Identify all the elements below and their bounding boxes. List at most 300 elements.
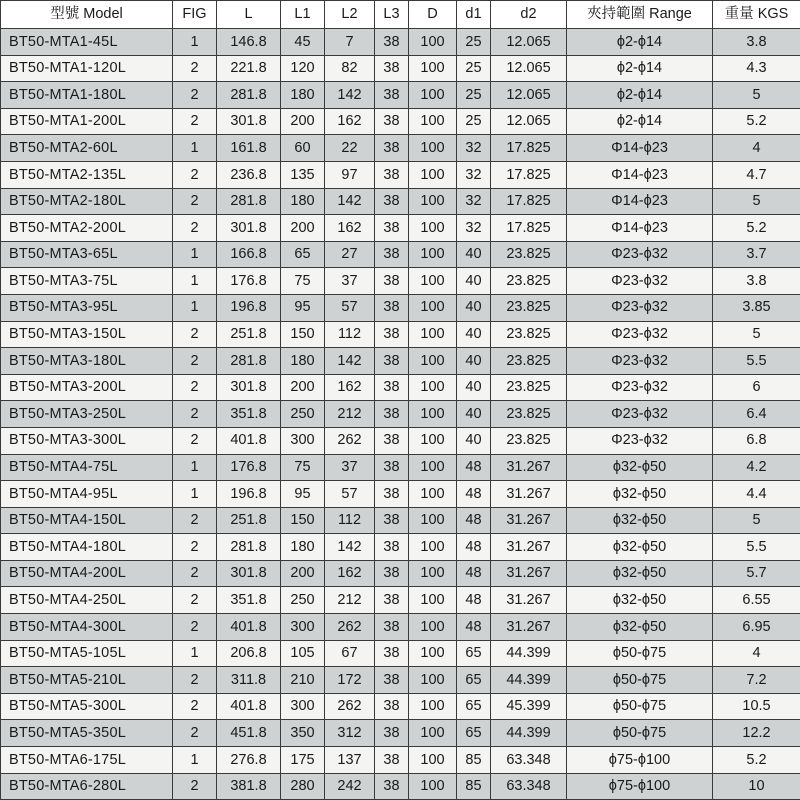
cell-model: BT50-MTA6-175L xyxy=(1,747,173,774)
cell-model: BT50-MTA1-180L xyxy=(1,82,173,109)
cell-model: BT50-MTA4-95L xyxy=(1,481,173,508)
cell-d2: 44.399 xyxy=(491,667,567,694)
cell-l3: 38 xyxy=(375,560,409,587)
cell-l: 311.8 xyxy=(217,667,281,694)
cell-d2: 23.825 xyxy=(491,401,567,428)
cell-l: 351.8 xyxy=(217,401,281,428)
cell-model: BT50-MTA5-350L xyxy=(1,720,173,747)
cell-l3: 38 xyxy=(375,693,409,720)
cell-fig: 2 xyxy=(173,321,217,348)
cell-l: 401.8 xyxy=(217,693,281,720)
cell-d: 100 xyxy=(409,587,457,614)
table-row xyxy=(1,188,800,215)
cell-l1: 180 xyxy=(281,534,325,561)
cell-range: Φ23-ϕ32 xyxy=(567,348,713,375)
cell-d1: 40 xyxy=(457,427,491,454)
cell-l2: 262 xyxy=(325,427,375,454)
cell-l1: 75 xyxy=(281,268,325,295)
cell-l2: 67 xyxy=(325,640,375,667)
cell-d: 100 xyxy=(409,720,457,747)
cell-l2: 57 xyxy=(325,481,375,508)
cell-weight: 6.95 xyxy=(713,614,800,641)
cell-l2: 162 xyxy=(325,374,375,401)
cell-l1: 250 xyxy=(281,401,325,428)
cell-d: 100 xyxy=(409,401,457,428)
cell-d2: 31.267 xyxy=(491,507,567,534)
cell-l1: 200 xyxy=(281,215,325,242)
cell-weight: 6.8 xyxy=(713,427,800,454)
cell-range: Φ14-ϕ23 xyxy=(567,188,713,215)
cell-fig: 2 xyxy=(173,401,217,428)
cell-fig: 2 xyxy=(173,161,217,188)
cell-d2: 31.267 xyxy=(491,454,567,481)
cell-weight: 10.5 xyxy=(713,693,800,720)
table-row xyxy=(1,401,800,428)
cell-d1: 25 xyxy=(457,55,491,82)
cell-l: 146.8 xyxy=(217,29,281,56)
cell-model: BT50-MTA4-75L xyxy=(1,454,173,481)
cell-d2: 44.399 xyxy=(491,640,567,667)
table-row xyxy=(1,161,800,188)
cell-model: BT50-MTA2-135L xyxy=(1,161,173,188)
cell-range: Φ23-ϕ32 xyxy=(567,374,713,401)
cell-fig: 2 xyxy=(173,560,217,587)
cell-l: 166.8 xyxy=(217,241,281,268)
cell-l3: 38 xyxy=(375,82,409,109)
cell-model: BT50-MTA3-150L xyxy=(1,321,173,348)
cell-model: BT50-MTA3-75L xyxy=(1,268,173,295)
cell-weight: 5.2 xyxy=(713,108,800,135)
cell-range: ϕ2-ϕ14 xyxy=(567,82,713,109)
cell-range: ϕ75-ϕ100 xyxy=(567,773,713,800)
cell-weight: 3.8 xyxy=(713,268,800,295)
cell-d2: 12.065 xyxy=(491,55,567,82)
cell-l2: 212 xyxy=(325,401,375,428)
cell-d1: 48 xyxy=(457,481,491,508)
cell-d1: 65 xyxy=(457,693,491,720)
cell-l1: 200 xyxy=(281,108,325,135)
cell-range: ϕ50-ϕ75 xyxy=(567,640,713,667)
cell-l2: 162 xyxy=(325,215,375,242)
cell-l3: 38 xyxy=(375,587,409,614)
cell-d2: 23.825 xyxy=(491,321,567,348)
cell-range: Φ23-ϕ32 xyxy=(567,268,713,295)
cell-d: 100 xyxy=(409,507,457,534)
cell-l: 281.8 xyxy=(217,534,281,561)
cell-d2: 23.825 xyxy=(491,268,567,295)
cell-fig: 2 xyxy=(173,773,217,800)
table-row xyxy=(1,374,800,401)
cell-d2: 45.399 xyxy=(491,693,567,720)
cell-d: 100 xyxy=(409,640,457,667)
cell-weight: 5.2 xyxy=(713,215,800,242)
cell-fig: 1 xyxy=(173,29,217,56)
cell-model: BT50-MTA3-95L xyxy=(1,294,173,321)
cell-l2: 82 xyxy=(325,55,375,82)
cell-d: 100 xyxy=(409,55,457,82)
header-range: 夾持範圍 Range xyxy=(567,1,713,29)
cell-range: ϕ2-ϕ14 xyxy=(567,55,713,82)
header-d1: d1 xyxy=(457,1,491,29)
cell-l: 301.8 xyxy=(217,374,281,401)
cell-d: 100 xyxy=(409,773,457,800)
cell-l1: 300 xyxy=(281,614,325,641)
cell-d1: 32 xyxy=(457,135,491,162)
cell-l1: 300 xyxy=(281,427,325,454)
header-l1: L1 xyxy=(281,1,325,29)
cell-d2: 17.825 xyxy=(491,188,567,215)
cell-l2: 142 xyxy=(325,82,375,109)
cell-l: 451.8 xyxy=(217,720,281,747)
cell-range: Φ23-ϕ32 xyxy=(567,294,713,321)
cell-l: 381.8 xyxy=(217,773,281,800)
cell-l1: 180 xyxy=(281,188,325,215)
cell-fig: 1 xyxy=(173,241,217,268)
cell-d: 100 xyxy=(409,454,457,481)
cell-l2: 242 xyxy=(325,773,375,800)
cell-d: 100 xyxy=(409,693,457,720)
cell-d: 100 xyxy=(409,241,457,268)
cell-model: BT50-MTA3-250L xyxy=(1,401,173,428)
cell-fig: 1 xyxy=(173,640,217,667)
cell-d1: 40 xyxy=(457,294,491,321)
cell-l: 176.8 xyxy=(217,268,281,295)
cell-model: BT50-MTA4-150L xyxy=(1,507,173,534)
table-row xyxy=(1,560,800,587)
cell-weight: 3.7 xyxy=(713,241,800,268)
cell-d1: 40 xyxy=(457,348,491,375)
cell-d: 100 xyxy=(409,560,457,587)
cell-l: 161.8 xyxy=(217,135,281,162)
cell-l2: 27 xyxy=(325,241,375,268)
table-row xyxy=(1,294,800,321)
cell-d1: 85 xyxy=(457,773,491,800)
cell-weight: 12.2 xyxy=(713,720,800,747)
cell-weight: 5.5 xyxy=(713,348,800,375)
cell-d1: 40 xyxy=(457,241,491,268)
cell-weight: 5 xyxy=(713,188,800,215)
cell-fig: 2 xyxy=(173,55,217,82)
cell-l3: 38 xyxy=(375,188,409,215)
cell-model: BT50-MTA3-300L xyxy=(1,427,173,454)
cell-d2: 23.825 xyxy=(491,294,567,321)
table-row xyxy=(1,640,800,667)
cell-l: 301.8 xyxy=(217,560,281,587)
cell-model: BT50-MTA1-45L xyxy=(1,29,173,56)
cell-weight: 7.2 xyxy=(713,667,800,694)
cell-l1: 105 xyxy=(281,640,325,667)
cell-model: BT50-MTA6-280L xyxy=(1,773,173,800)
cell-d1: 40 xyxy=(457,321,491,348)
cell-d: 100 xyxy=(409,321,457,348)
cell-l2: 172 xyxy=(325,667,375,694)
cell-l1: 175 xyxy=(281,747,325,774)
cell-d1: 25 xyxy=(457,82,491,109)
cell-d2: 23.825 xyxy=(491,241,567,268)
cell-fig: 2 xyxy=(173,215,217,242)
cell-d1: 40 xyxy=(457,268,491,295)
cell-d1: 85 xyxy=(457,747,491,774)
cell-d1: 40 xyxy=(457,374,491,401)
cell-l: 176.8 xyxy=(217,454,281,481)
table-row xyxy=(1,135,800,162)
cell-d1: 40 xyxy=(457,401,491,428)
cell-l3: 38 xyxy=(375,55,409,82)
cell-range: Φ14-ϕ23 xyxy=(567,161,713,188)
cell-range: Φ14-ϕ23 xyxy=(567,135,713,162)
table-row xyxy=(1,720,800,747)
cell-l1: 65 xyxy=(281,241,325,268)
cell-d1: 65 xyxy=(457,640,491,667)
cell-l2: 7 xyxy=(325,29,375,56)
cell-d2: 17.825 xyxy=(491,161,567,188)
cell-l: 281.8 xyxy=(217,188,281,215)
cell-range: Φ14-ϕ23 xyxy=(567,215,713,242)
cell-l3: 38 xyxy=(375,454,409,481)
cell-l3: 38 xyxy=(375,161,409,188)
cell-weight: 5 xyxy=(713,321,800,348)
cell-l3: 38 xyxy=(375,534,409,561)
table-row xyxy=(1,773,800,800)
cell-d: 100 xyxy=(409,268,457,295)
cell-l2: 37 xyxy=(325,268,375,295)
cell-l3: 38 xyxy=(375,241,409,268)
cell-l3: 38 xyxy=(375,401,409,428)
cell-l3: 38 xyxy=(375,294,409,321)
cell-range: Φ23-ϕ32 xyxy=(567,321,713,348)
cell-d1: 65 xyxy=(457,667,491,694)
cell-d1: 48 xyxy=(457,454,491,481)
cell-l2: 162 xyxy=(325,108,375,135)
cell-l1: 180 xyxy=(281,348,325,375)
table-row xyxy=(1,241,800,268)
cell-l1: 210 xyxy=(281,667,325,694)
cell-d: 100 xyxy=(409,82,457,109)
header-fig: FIG xyxy=(173,1,217,29)
cell-d1: 32 xyxy=(457,188,491,215)
cell-d2: 31.267 xyxy=(491,534,567,561)
cell-fig: 2 xyxy=(173,188,217,215)
cell-fig: 1 xyxy=(173,481,217,508)
cell-weight: 4.4 xyxy=(713,481,800,508)
cell-model: BT50-MTA4-180L xyxy=(1,534,173,561)
cell-l1: 135 xyxy=(281,161,325,188)
cell-weight: 6.4 xyxy=(713,401,800,428)
cell-d1: 48 xyxy=(457,507,491,534)
cell-weight: 3.85 xyxy=(713,294,800,321)
cell-l3: 38 xyxy=(375,507,409,534)
cell-l2: 22 xyxy=(325,135,375,162)
cell-l2: 142 xyxy=(325,188,375,215)
cell-weight: 6 xyxy=(713,374,800,401)
cell-fig: 2 xyxy=(173,693,217,720)
cell-weight: 5.5 xyxy=(713,534,800,561)
cell-range: ϕ32-ϕ50 xyxy=(567,560,713,587)
cell-l3: 38 xyxy=(375,481,409,508)
cell-fig: 2 xyxy=(173,614,217,641)
table-row xyxy=(1,82,800,109)
cell-model: BT50-MTA3-200L xyxy=(1,374,173,401)
cell-l2: 162 xyxy=(325,560,375,587)
table-row xyxy=(1,507,800,534)
cell-l1: 150 xyxy=(281,321,325,348)
table-row xyxy=(1,348,800,375)
header-model: 型號 Model xyxy=(1,1,173,29)
cell-l2: 37 xyxy=(325,454,375,481)
cell-fig: 2 xyxy=(173,427,217,454)
cell-l3: 38 xyxy=(375,773,409,800)
table-row xyxy=(1,693,800,720)
cell-d1: 48 xyxy=(457,614,491,641)
cell-range: Φ23-ϕ32 xyxy=(567,427,713,454)
cell-weight: 5.2 xyxy=(713,747,800,774)
cell-d: 100 xyxy=(409,135,457,162)
cell-fig: 2 xyxy=(173,108,217,135)
cell-model: BT50-MTA1-200L xyxy=(1,108,173,135)
cell-l2: 112 xyxy=(325,321,375,348)
cell-d2: 63.348 xyxy=(491,773,567,800)
cell-l3: 38 xyxy=(375,667,409,694)
cell-d2: 23.825 xyxy=(491,348,567,375)
table-row xyxy=(1,481,800,508)
cell-l1: 45 xyxy=(281,29,325,56)
cell-l1: 200 xyxy=(281,560,325,587)
table-row xyxy=(1,534,800,561)
cell-weight: 5.7 xyxy=(713,560,800,587)
cell-l1: 250 xyxy=(281,587,325,614)
cell-d: 100 xyxy=(409,161,457,188)
cell-l: 301.8 xyxy=(217,108,281,135)
cell-l2: 142 xyxy=(325,348,375,375)
cell-l3: 38 xyxy=(375,427,409,454)
cell-d: 100 xyxy=(409,215,457,242)
cell-d2: 31.267 xyxy=(491,481,567,508)
cell-range: ϕ32-ϕ50 xyxy=(567,481,713,508)
cell-l1: 300 xyxy=(281,693,325,720)
cell-d2: 44.399 xyxy=(491,720,567,747)
cell-l3: 38 xyxy=(375,321,409,348)
cell-l3: 38 xyxy=(375,215,409,242)
cell-fig: 2 xyxy=(173,587,217,614)
cell-fig: 1 xyxy=(173,747,217,774)
cell-weight: 4.3 xyxy=(713,55,800,82)
cell-l3: 38 xyxy=(375,640,409,667)
cell-model: BT50-MTA5-105L xyxy=(1,640,173,667)
cell-l3: 38 xyxy=(375,268,409,295)
cell-fig: 2 xyxy=(173,507,217,534)
cell-model: BT50-MTA4-200L xyxy=(1,560,173,587)
cell-d2: 12.065 xyxy=(491,82,567,109)
cell-l1: 95 xyxy=(281,481,325,508)
cell-l: 401.8 xyxy=(217,614,281,641)
header-l3: L3 xyxy=(375,1,409,29)
cell-l2: 262 xyxy=(325,693,375,720)
cell-range: ϕ75-ϕ100 xyxy=(567,747,713,774)
cell-l3: 38 xyxy=(375,720,409,747)
cell-d2: 17.825 xyxy=(491,215,567,242)
cell-d1: 48 xyxy=(457,534,491,561)
cell-l3: 38 xyxy=(375,747,409,774)
cell-d1: 48 xyxy=(457,587,491,614)
cell-weight: 4 xyxy=(713,135,800,162)
cell-l: 196.8 xyxy=(217,294,281,321)
cell-l1: 120 xyxy=(281,55,325,82)
table-body xyxy=(1,29,800,800)
table-row xyxy=(1,427,800,454)
cell-model: BT50-MTA2-180L xyxy=(1,188,173,215)
cell-fig: 1 xyxy=(173,294,217,321)
cell-l1: 75 xyxy=(281,454,325,481)
cell-d: 100 xyxy=(409,534,457,561)
cell-l2: 112 xyxy=(325,507,375,534)
cell-d2: 31.267 xyxy=(491,587,567,614)
cell-l2: 312 xyxy=(325,720,375,747)
cell-l: 196.8 xyxy=(217,481,281,508)
cell-l: 251.8 xyxy=(217,321,281,348)
cell-model: BT50-MTA1-120L xyxy=(1,55,173,82)
cell-d2: 17.825 xyxy=(491,135,567,162)
cell-d: 100 xyxy=(409,29,457,56)
cell-l: 221.8 xyxy=(217,55,281,82)
table-row xyxy=(1,667,800,694)
cell-l3: 38 xyxy=(375,135,409,162)
cell-l2: 137 xyxy=(325,747,375,774)
cell-l1: 280 xyxy=(281,773,325,800)
cell-range: ϕ50-ϕ75 xyxy=(567,720,713,747)
cell-l3: 38 xyxy=(375,374,409,401)
cell-model: BT50-MTA3-65L xyxy=(1,241,173,268)
cell-l: 251.8 xyxy=(217,507,281,534)
table-row xyxy=(1,108,800,135)
cell-l3: 38 xyxy=(375,29,409,56)
cell-range: ϕ2-ϕ14 xyxy=(567,108,713,135)
cell-l1: 180 xyxy=(281,82,325,109)
cell-l2: 212 xyxy=(325,587,375,614)
table-row xyxy=(1,215,800,242)
cell-d: 100 xyxy=(409,747,457,774)
cell-l: 236.8 xyxy=(217,161,281,188)
cell-l2: 142 xyxy=(325,534,375,561)
cell-range: ϕ32-ϕ50 xyxy=(567,454,713,481)
cell-d: 100 xyxy=(409,108,457,135)
cell-d1: 32 xyxy=(457,161,491,188)
cell-model: BT50-MTA4-250L xyxy=(1,587,173,614)
cell-weight: 10 xyxy=(713,773,800,800)
cell-l2: 97 xyxy=(325,161,375,188)
cell-d: 100 xyxy=(409,614,457,641)
table-row xyxy=(1,55,800,82)
cell-d2: 12.065 xyxy=(491,108,567,135)
cell-d2: 63.348 xyxy=(491,747,567,774)
table-row xyxy=(1,587,800,614)
cell-fig: 2 xyxy=(173,534,217,561)
cell-model: BT50-MTA2-200L xyxy=(1,215,173,242)
cell-range: ϕ50-ϕ75 xyxy=(567,693,713,720)
cell-d: 100 xyxy=(409,374,457,401)
cell-fig: 2 xyxy=(173,720,217,747)
cell-l: 401.8 xyxy=(217,427,281,454)
cell-d1: 25 xyxy=(457,29,491,56)
cell-fig: 2 xyxy=(173,82,217,109)
cell-model: BT50-MTA3-180L xyxy=(1,348,173,375)
cell-l: 206.8 xyxy=(217,640,281,667)
table-row xyxy=(1,29,800,56)
cell-range: ϕ2-ϕ14 xyxy=(567,29,713,56)
table-row xyxy=(1,268,800,295)
cell-fig: 2 xyxy=(173,348,217,375)
cell-l3: 38 xyxy=(375,614,409,641)
cell-weight: 4.7 xyxy=(713,161,800,188)
